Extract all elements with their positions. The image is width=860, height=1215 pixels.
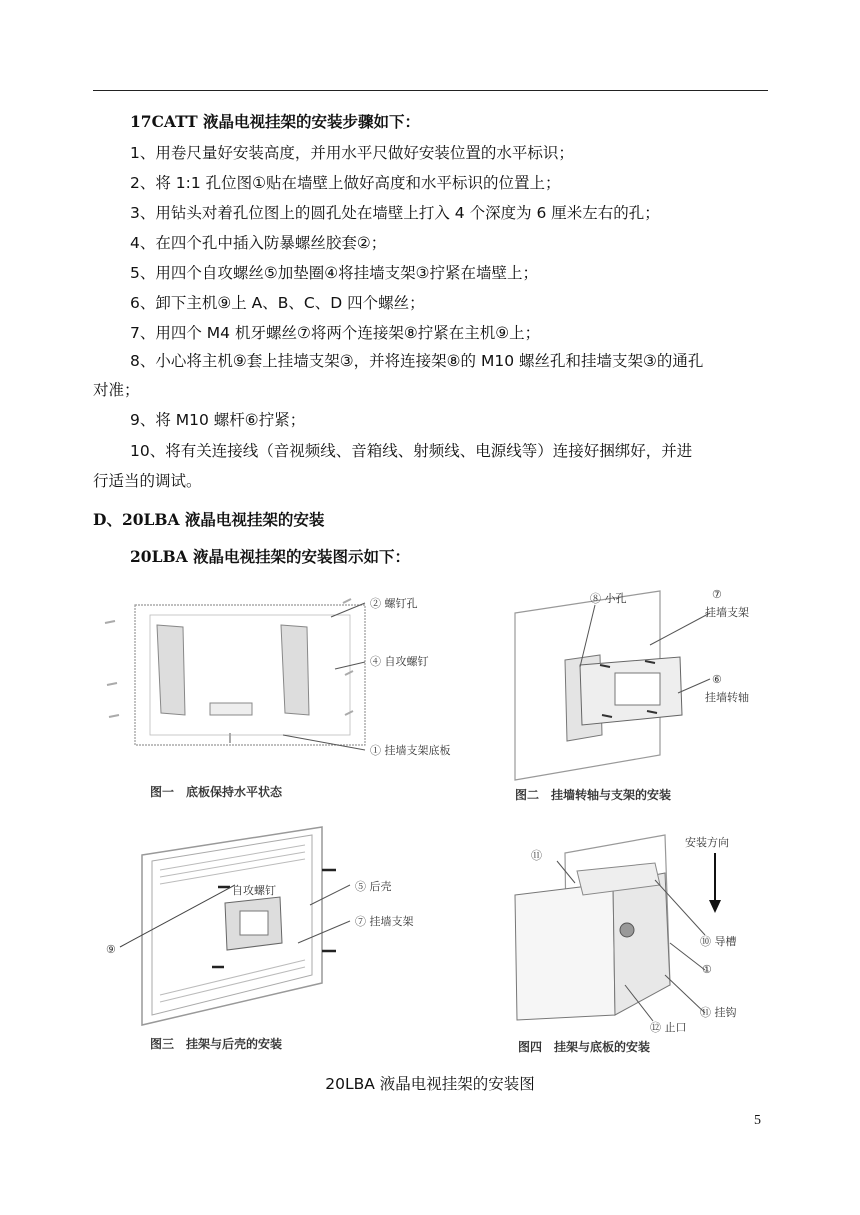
page-number: 5: [754, 1113, 761, 1128]
step-7: 7、用四个 M4 机牙螺丝⑦将两个连接架⑧拧紧在主机⑨上；: [130, 324, 541, 342]
figure-title: 20LBA 液晶电视挂架的安装图: [325, 1075, 535, 1093]
step-9: 9、将 M10 螺杆⑥拧紧；: [130, 411, 306, 429]
figure-3-diagram: [100, 825, 400, 1035]
figure-2-caption: 图二 挂墙转轴与支架的安装: [515, 788, 672, 802]
figure-3-caption: 图三 挂架与后壳的安装: [150, 1037, 283, 1051]
step-4: 4、在四个孔中插入防暴螺丝胶套②；: [130, 234, 387, 252]
fig2-label-7: ⑦: [712, 588, 722, 601]
fig3-label-9: ⑨: [106, 943, 116, 956]
step-10-continued: 行适当的调试。: [93, 472, 202, 490]
fig4-label-hook: ⑪ 挂钩: [700, 1006, 737, 1019]
fig2-label-pivot: 挂墙转轴: [705, 691, 749, 704]
step-2: 2、将 1:1 孔位图①贴在墙壁上做好高度和水平标识的位置上；: [130, 174, 561, 192]
fig4-label-11-top: ⑪: [531, 849, 542, 862]
figure-1-caption: 图一 底板保持水平状态: [150, 785, 283, 799]
fig1-label-screw-hole: ② 螺钉孔: [370, 597, 418, 610]
diagram-intro: 20LBA 液晶电视挂架的安装图示如下：: [130, 547, 410, 566]
step-8: 8、小心将主机⑨套上挂墙支架③，并将连接架⑧的 M10 螺丝孔和挂墙支架③的通孔: [130, 352, 704, 370]
header-rule: [93, 90, 768, 91]
fig3-label-tapping-screw: 自攻螺钉: [232, 884, 276, 897]
step-3: 3、用钻头对着孔位图上的圆孔处在墙壁上打入 4 个深度为 6 厘米左右的孔；: [130, 204, 660, 222]
fig2-label-small-hole: ⑧ 小孔: [590, 592, 627, 605]
step-8-continued: 对准；: [93, 381, 140, 399]
figure-4-caption: 图四 挂架与底板的安装: [518, 1040, 651, 1054]
section-title: 17CATT 液晶电视挂架的安装步骤如下：: [130, 112, 420, 131]
fig4-label-1: ①: [702, 963, 712, 976]
step-10: 10、将有关连接线（音视频线、音箱线、射频线、电源线等）连接好捆绑好，并进: [130, 442, 693, 460]
step-5: 5、用四个自攻螺丝⑤加垫圈④将挂墙支架③拧紧在墙壁上；: [130, 264, 539, 282]
fig2-label-wall-bracket: 挂墙支架: [705, 606, 749, 619]
step-1: 1、用卷尺量好安装高度，并用水平尺做好安装位置的水平标识；: [130, 144, 574, 162]
fig1-label-tapping-screw: ④ 自攻螺钉: [370, 655, 429, 668]
fig4-label-guide-groove: ⑩ 导槽: [700, 935, 737, 948]
fig4-label-stop: ⑫ 止口: [650, 1021, 687, 1034]
figure-1-diagram: [95, 585, 495, 760]
fig4-label-install-direction: 安装方向: [685, 836, 729, 849]
fig3-label-back-shell: ⑤ 后壳: [355, 880, 392, 893]
step-6: 6、卸下主机⑨上 A、B、C、D 四个螺丝；: [130, 294, 425, 312]
fig1-label-base-plate: ① 挂墙支架底板: [370, 744, 451, 757]
section-d-heading: D、20LBA 液晶电视挂架的安装: [93, 510, 325, 529]
fig3-label-wall-bracket: ⑦ 挂墙支架: [355, 915, 414, 928]
fig2-label-6: ⑥: [712, 673, 722, 686]
